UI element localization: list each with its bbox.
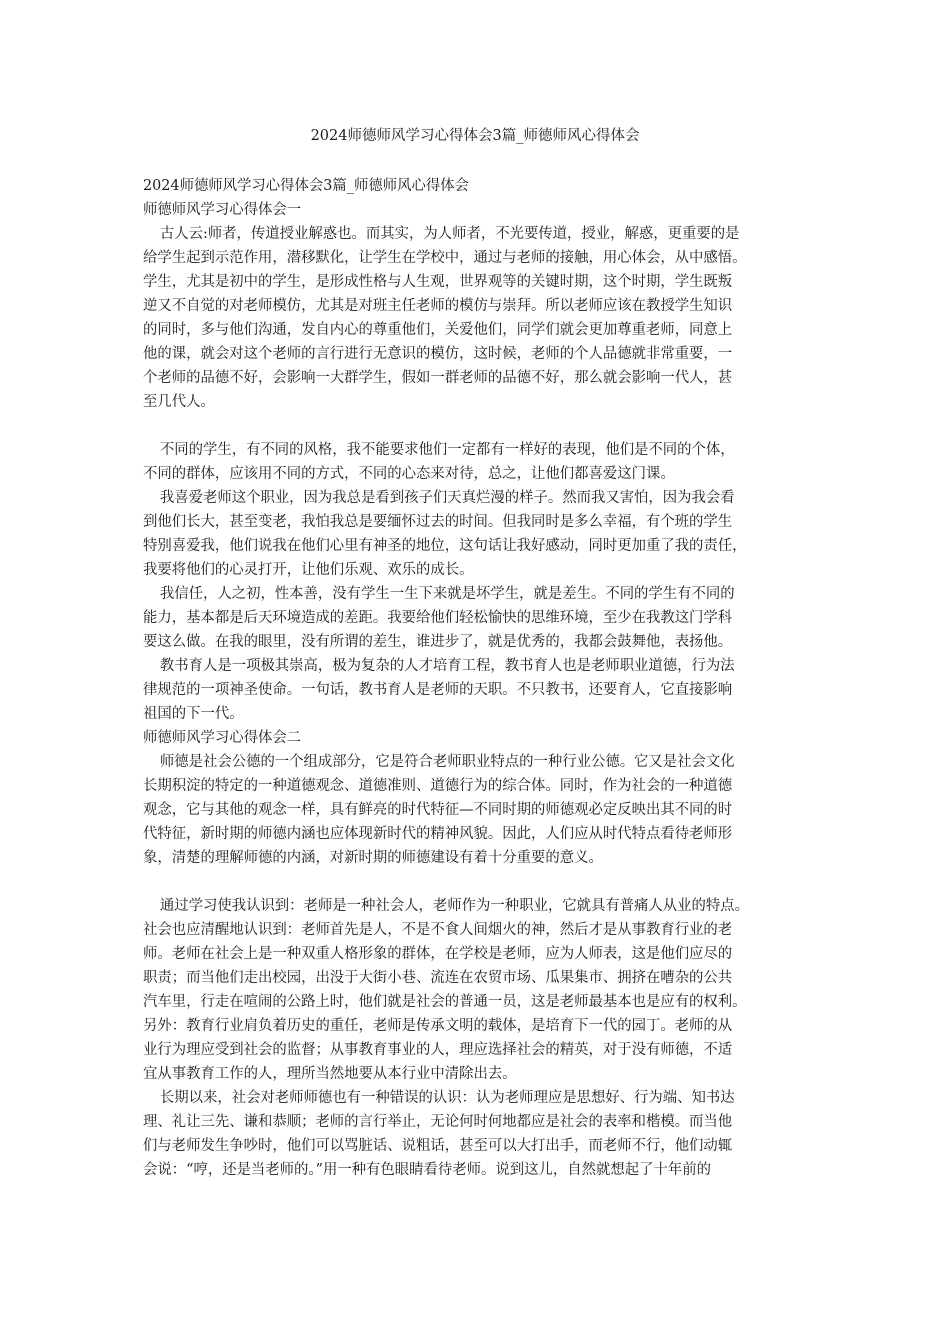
text-line: 个老师的品德不好，会影响一大群学生，假如一群老师的品德不好，那么就会影响一代人，甚 <box>143 370 733 386</box>
text-line: 教书育人是一项极其崇高，极为复杂的人才培育工程，教书育人也是老师职业道德，行为法 <box>159 658 735 674</box>
text-line: 到他们长大，甚至变老，我怕我总是要缅怀过去的时间。但我同时是多么幸福，有个班的学生 <box>143 514 733 530</box>
text-line: 另外：教育行业肩负着历史的重任，老师是传承文明的载体，是培育下一代的园丁。老师的从 <box>143 1018 733 1034</box>
text-line: 职责；而当他们走出校园，出没于大街小巷、流连在农贸市场、瓜果集市、拥挤在嘈杂的公共 <box>143 970 733 986</box>
blank-line <box>143 414 807 438</box>
text-line: 古人云:师者，传道授业解惑也。而其实，为人师者，不光要传道，授业，解惑，更重要的是 <box>159 226 740 242</box>
text-line: 师。老师在社会上是一种双重人格形象的群体，在学校是老师，应为人师表，这是他们应尽的 <box>143 946 733 962</box>
text-line: 师德是社会公德的一个组成部分，它是符合老师职业特点的一种行业公德。它又是社会文化 <box>159 754 735 770</box>
text-line: 代特征，新时期的师德内涵也应体现新时代的精神风貌。因此，人们应从时代特点看待老师形 <box>143 826 733 842</box>
text-line: 理、礼让三先、谦和恭顺；老师的言行举止，无论何时何地都应是社会的表率和楷模。而当他 <box>143 1114 733 1130</box>
blank-line <box>143 870 807 894</box>
text-line: 逆又不自觉的对老师模仿，尤其是对班主任老师的模仿与崇拜。所以老师应该在教授学生知识 <box>143 298 733 314</box>
text-line: 律规范的一项神圣使命。一句话，教书育人是老师的天职。不只教书，还要育人，它直接影响 <box>143 682 733 698</box>
text-line: 长期积淀的特定的一种道德观念、道德准则、道德行为的综合体。同时，作为社会的一种道德 <box>143 778 733 794</box>
text-line: 他的课，就会对这个老师的言行进行无意识的模仿，这时候，老师的个人品德就非常重要，一 <box>143 346 733 362</box>
text-line: 我喜爱老师这个职业，因为我总是看到孩子们天真烂漫的样子。然而我又害怕，因为我会看 <box>159 490 735 506</box>
text-line: 汽车里，行走在喧闹的公路上时，他们就是社会的普通一员，这是老师最基本也是应有的权利。 <box>143 994 747 1010</box>
text-line: 不同的群体，应该用不同的方式，不同的心态来对待，总之，让他们都喜爱这门课。 <box>143 466 675 482</box>
text-line: 会说：“哼，还是当老师的。”用一种有色眼睛看待老师。说到这儿，自然就想起了十年前的 <box>143 1162 711 1178</box>
text-line: 们与老师发生争吵时，他们可以骂脏话、说粗话，甚至可以大打出手，而老师不行，他们动辄 <box>143 1138 733 1154</box>
text-line: 象，清楚的理解师德的内涵，对新时期的师德建设有着十分重要的意义。 <box>143 850 603 866</box>
text-line: 的同时，多与他们沟通，发自内心的尊重他们，关爱他们，同学们就会更加尊重老师，同意上 <box>143 322 733 338</box>
text-line: 要这么做。在我的眼里，没有所谓的差生，谁进步了，就是优秀的，我都会鼓舞他，表扬他。 <box>143 634 733 650</box>
text-line: 能力，基本都是后天环境造成的差距。我要给他们轻松愉快的思维环境，至少在我教这门学科 <box>143 610 733 626</box>
document-title: 2024师德师风学习心得体会3篇_师德师风心得体会 <box>310 128 640 144</box>
text-line: 宜从事教育工作的人，理所当然地要从本行业中清除出去。 <box>143 1066 517 1082</box>
text-line: 学生，尤其是初中的学生，是形成性格与人生观，世界观等的关键时期，这个时期，学生既叛 <box>143 274 733 290</box>
text-line: 业行为理应受到社会的监督；从事教育事业的人，理应选择社会的精英，对于没有师德，不适 <box>143 1042 733 1058</box>
text-line: 祖国的下一代。 <box>143 706 244 722</box>
text-line: 至几代人。 <box>143 394 215 410</box>
text-line: 通过学习使我认识到：老师是一种社会人，老师作为一种职业，它就具有普痛人从业的特点。 <box>159 898 750 914</box>
text-line: 我信任，人之初，性本善，没有学生一生下来就是坏学生，就是差生。不同的学生有不同的 <box>159 586 735 602</box>
document-body <box>143 174 813 1182</box>
text-line: 社会也应清醒地认识到：老师首先是人，不是不食人间烟火的神，然后才是从事教育行业的老 <box>143 922 733 938</box>
text-line: 师德师风学习心得体会一 <box>143 202 302 218</box>
text-line: 2024师德师风学习心得体会3篇_师德师风心得体会 <box>143 178 469 194</box>
text-line: 长期以来，社会对老师师德也有一种错误的认识：认为老师理应是思想好、行为端、知书达 <box>159 1090 735 1106</box>
text-line: 师德师风学习心得体会二 <box>143 730 302 746</box>
text-line: 不同的学生，有不同的风格，我不能要求他们一定都有一样好的表现，他们是不同的个体， <box>159 442 735 458</box>
text-line: 我要将他们的心灵打开，让他们乐观、欢乐的成长。 <box>143 562 474 578</box>
text-line: 特别喜爱我，他们说我在他们心里有神圣的地位，这句话让我好感动，同时更加重了我的责任， <box>143 538 747 554</box>
text-line: 给学生起到示范作用，潜移默化，让学生在学校中，通过与老师的接触，用心体会，从中感悟。 <box>143 250 747 266</box>
text-line: 观念，它与其他的观念一样，具有鲜亮的时代特征—不同时期的师德观必定反映出其不同的时 <box>143 802 733 818</box>
